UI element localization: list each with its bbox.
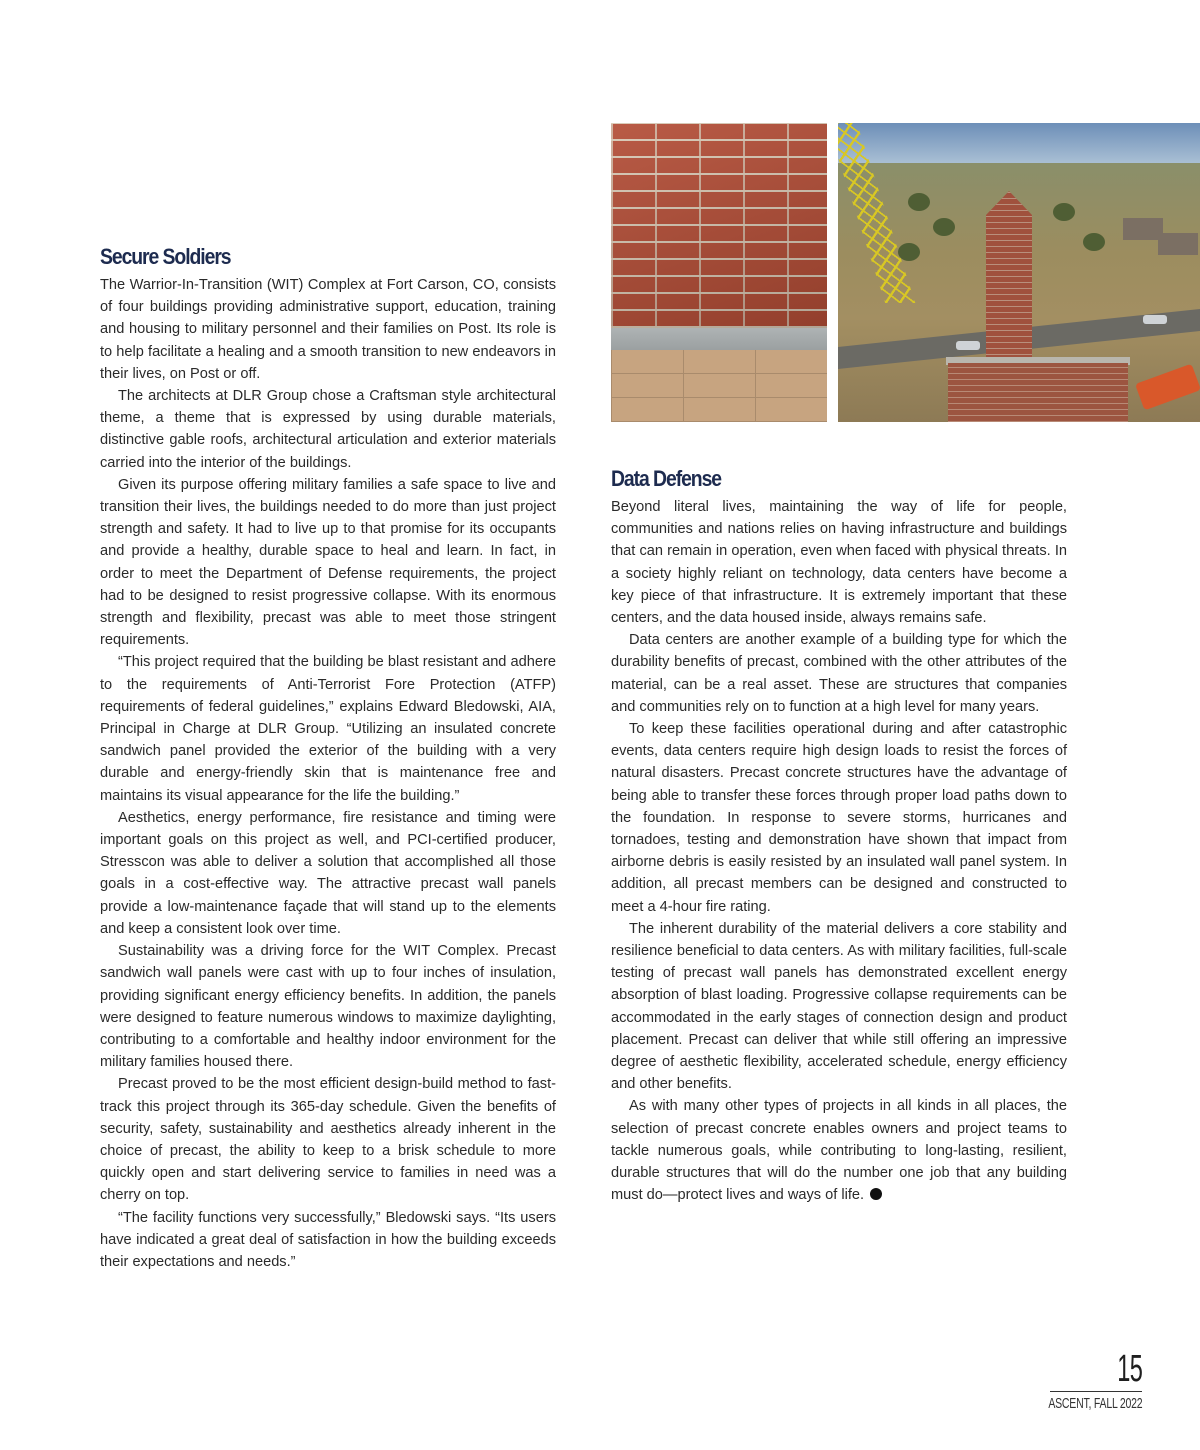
paragraph: To keep these facilities operational during and after catastrophic events, data centers require high design loads to resist the forces of natural disasters. Precast concrete structures have the advantage of being able to transfer these forces through proper load paths down to the foundation. In response to severe storms, hurricanes and tornadoes, testing and demonstration have shown that impact from airborne debris is easily resisted by an insulated wall panel system. In addition, all precast members can be designed and constructed to meet a 4-hour fire rating. [611,721,1067,915]
brick-facade-photo [611,123,827,422]
paragraph: Data centers are another example of a building type for which the durability benefits of precast, combined with the other attributes of the material, can be a real asset. These are structures that companies and communities rely on to function at a high level for many years. [611,632,1067,715]
section-heading: Data Defense [611,466,721,491]
page-number: 15 [1117,1348,1142,1390]
concrete-band [611,328,827,350]
house [1158,233,1198,255]
tree [1083,233,1105,251]
section-heading: Secure Soldiers [100,244,231,269]
paragraph: The inherent durability of the material delivers a core stability and resilience beneficial to data centers. As with military facilities, full-scale testing of precast wall panels has demonstrated excellent energy absorption of blast loading. Progressive collapse requirements can be accommodated in the early stages of connection design and product placement. Precast can deliver that while still offering an impressive degree of aesthetic flexibility, accelerated schedule, energy efficiency and other benefits. [611,920,1067,1093]
paragraph: The Warrior-In-Transition (WIT) Complex at Fort Carson, CO, consists of four buildings providing administrative support, education, training and housing to military personnel and their families on Post. Its role is to help facilitate a healing and a smooth transition to new endeavors in their lives, on Post or off. [100,277,556,382]
end-mark-icon [870,1188,882,1200]
paragraph-text: As with many other types of projects in all kinds in all places, the selection of precast concrete enables owners and project teams to tackle numerous goals, while contributing to long-lasting, resilient, durable structures that will do the number one job that any building must do—protect lives and ways of life. [611,1098,1067,1204]
paragraph: The architects at DLR Group chose a Craftsman style architectural theme, a theme that is expressed by using durable materials, distinctive gable roofs, architectural articulation and exterior materials carried into the interior of the buildings. [100,388,556,471]
issue-label: ASCENT, FALL 2022 [1047,1395,1142,1412]
data-defense-section [611,464,1067,1207]
sandstone-blocks [611,350,827,422]
sky [838,123,1200,163]
tower-construction-photo [838,123,1200,422]
tree [1053,203,1075,221]
paragraph: “This project required that the building be blast resistant and adhere to the requirements of Anti-Terrorist Fore Protection (ATFP) requirements of federal guidelines,” explains Edward Bledowski, AIA, Principal in Charge at DLR Group. “Utilizing an insulated concrete sandwich panel provided the exterior of the building with a very durable and energy-friendly skin that is maintenance free and maintains its visual appearance for the life the building.” [100,654,556,804]
paragraph: Precast proved to be the most efficient design-build method to fast-track this project through its 365-day schedule. Given the benefits of security, safety, sustainability and aesthetics already inherent in the choice of precast, the ability to keep to a brisk schedule to more quickly open and start delivering service to families in need was a cherry on top. [100,1076,556,1204]
paragraph: Beyond literal lives, maintaining the way of life for people, communities and nations relies on having infrastructure and buildings that can remain in operation, even when faced with physical threats. In a society highly reliant on technology, data centers have become a key piece of that infrastructure. It is extremely important that these centers, and the data housed inside, always remains safe. [611,499,1067,627]
brick-wall [611,123,827,328]
brick-base [948,363,1128,422]
house [1123,218,1163,240]
footer-rule [1050,1391,1142,1392]
tree [898,243,920,261]
tree [933,218,955,236]
paragraph: Given its purpose offering military families a safe space to live and transition their lives, the buildings needed to do more than just project strength and safety. It had to live up to that promise for its occupants and provide a healthy, durable space to heal and learn. In fact, in order to meet the Department of Defense requirements, the project had to be designed to resist progressive collapse. With its enormous strength and flexibility, precast was able to meet those stringent requirements. [100,476,556,649]
paragraph: Sustainability was a driving force for the WIT Complex. Precast sandwich wall panels were cast with up to four inches of insulation, providing significant energy efficiency benefits. In addition, the panels were designed to feature numerous windows to maximize daylighting, contributing to a comfortable and healthy indoor environment for the military families housed there. [100,943,556,1071]
paragraph: Aesthetics, energy performance, fire resistance and timing were important goals on this project as well, and PCI-certified producer, Stresscon was able to deliver a solution that accomplished all those goals in a cost-effective way. The attractive precast wall panels provide a low-maintenance façade that will stand up to the elements and keep a consistent look over time. [100,809,556,937]
car [956,341,980,350]
secure-soldiers-section [100,242,556,1273]
paragraph: “The facility functions very successfully,” Bledowski says. “Its users have indicated a great deal of satisfaction in how the building exceeds their expectations and needs.” [100,1209,556,1270]
car [1143,315,1167,324]
last-paragraph [611,1095,1067,1206]
tree [908,193,930,211]
